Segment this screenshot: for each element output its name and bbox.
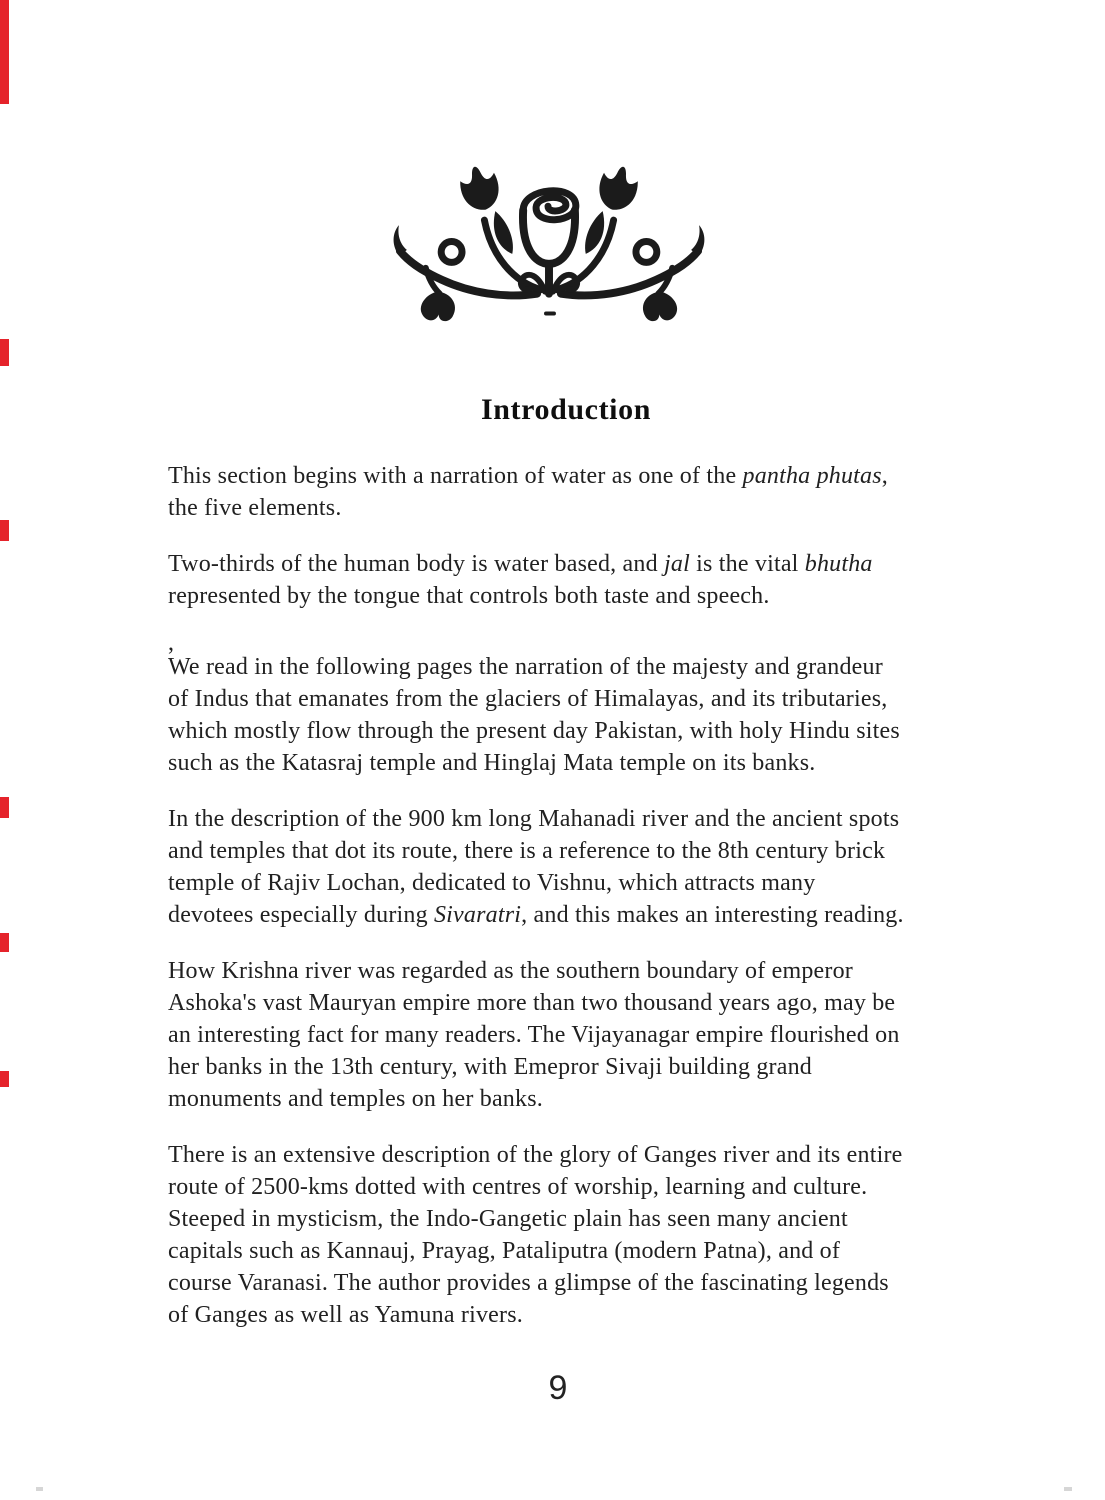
text-line: the five elements. (168, 495, 342, 521)
text-column (168, 460, 968, 1355)
text-line: such as the Katasraj temple and Hinglaj Mata temple on its banks. (168, 750, 816, 776)
red-edge-mark (0, 0, 9, 104)
text-line: temple of Rajiv Lochan, dedicated to Vishnu, which attracts many (168, 870, 816, 896)
paragraph (168, 630, 968, 779)
text-line: Two-thirds of the human body is water based, and jal is the vital bhutha (168, 551, 873, 577)
page-number: 9 (548, 1369, 568, 1407)
text-line: There is an extensive description of the glory of Ganges river and its entire (168, 1142, 903, 1168)
italic-term: jal (664, 551, 690, 577)
text-line: which mostly flow through the present day Pakistan, with holy Hindu sites (168, 718, 900, 744)
paragraph (168, 955, 968, 1115)
edge-marks (0, 0, 10, 1500)
text-line: represented by the tongue that controls both taste and speech. (168, 583, 770, 609)
floral-ornament-icon (390, 144, 708, 334)
red-edge-mark (0, 339, 9, 366)
italic-term: pantha phutas (742, 463, 882, 489)
stray-comma-mark: , (168, 630, 175, 656)
text-line: her banks in the 13th century, with Emepror Sivaji building grand (168, 1054, 812, 1080)
text-line: devotees especially during Sivaratri, and this makes an interesting reading. (168, 902, 904, 928)
text-line: capitals such as Kannauj, Prayag, Pataliputra (modern Patna), and of (168, 1238, 841, 1264)
red-edge-mark (0, 520, 9, 541)
text-line: Ashoka's vast Mauryan empire more than two thousand years ago, may be (168, 990, 896, 1016)
paragraph (168, 548, 968, 612)
text-line: We read in the following pages the narration of the majesty and grandeur (168, 654, 883, 680)
text-line: monuments and temples on her banks. (168, 1086, 543, 1112)
text-line: How Krishna river was regarded as the southern boundary of emperor (168, 958, 853, 984)
text-line: course Varanasi. The author provides a glimpse of the fascinating legends (168, 1270, 889, 1296)
text-line: and temples that dot its route, there is a reference to the 8th century brick (168, 838, 886, 864)
paragraph (168, 1139, 968, 1331)
italic-term: Sivaratri (433, 902, 522, 928)
text-line: of Ganges as well as Yamuna rivers. (168, 1302, 523, 1328)
red-edge-mark (0, 1071, 9, 1087)
text-line: an interesting fact for many readers. The Vijayanagar empire flourished on (168, 1022, 900, 1048)
text-line: route of 2500-kms dotted with centres of worship, learning and culture. (168, 1174, 868, 1200)
text-line: of Indus that emanates from the glaciers of Himalayas, and its tributaries, (168, 686, 888, 712)
text-line: This section begins with a narration of water as one of the pantha phutas, (168, 463, 888, 489)
italic-term: bhutha (804, 551, 873, 577)
scan-artifact-tick (36, 1487, 43, 1491)
paragraph (168, 460, 968, 524)
paragraph (168, 803, 968, 931)
red-edge-mark (0, 797, 9, 818)
red-edge-mark (0, 933, 9, 952)
scan-artifact-tick (1064, 1487, 1072, 1491)
text-line: Steeped in mysticism, the Indo-Gangetic plain has seen many ancient (168, 1206, 848, 1232)
page-title: Introduction (480, 393, 652, 426)
text-line: In the description of the 900 km long Mahanadi river and the ancient spots (168, 806, 900, 832)
